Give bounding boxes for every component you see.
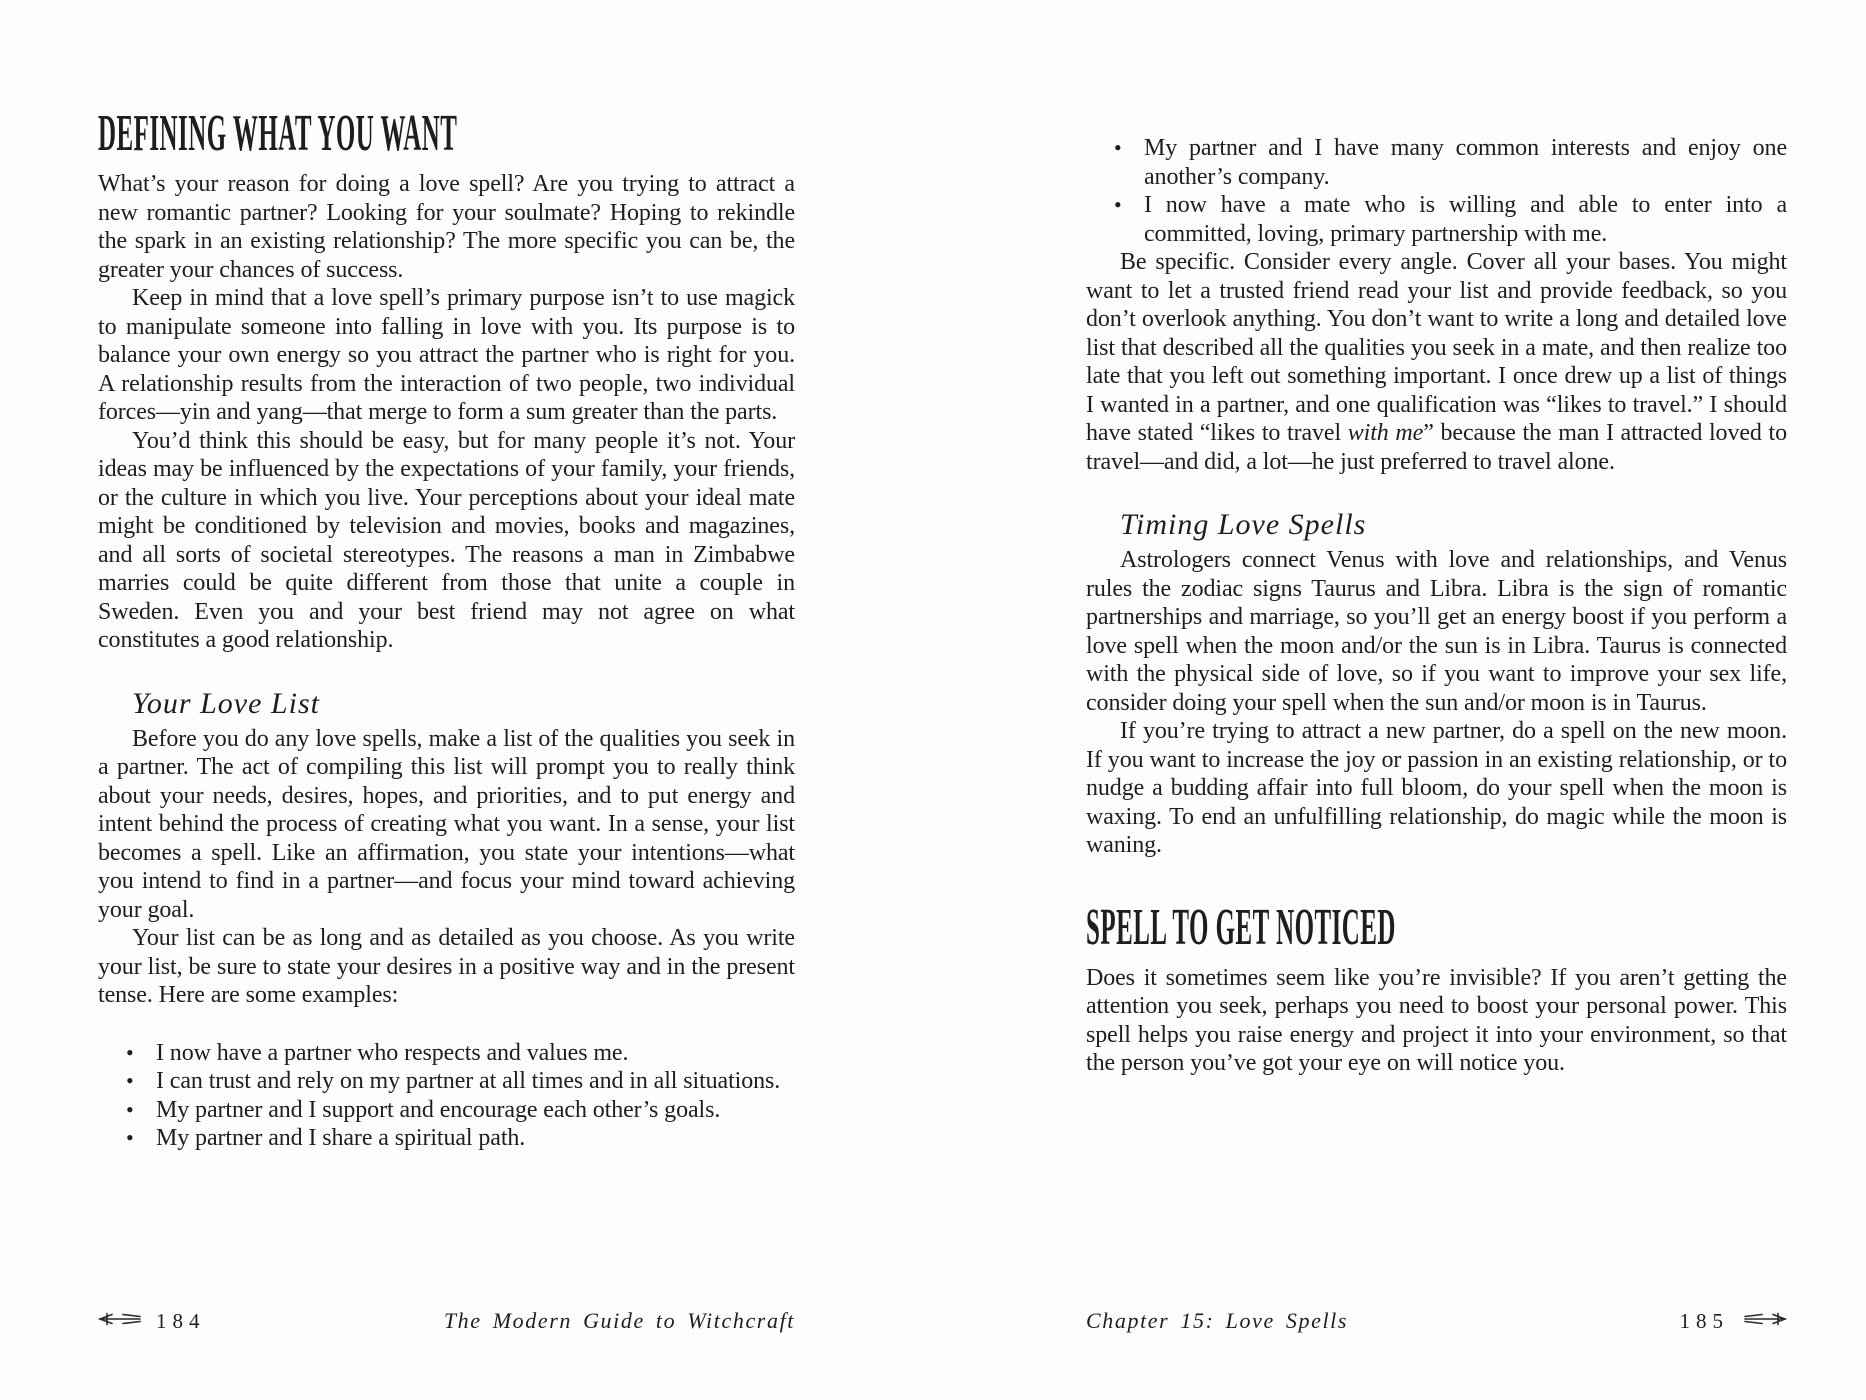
bullet-icon: •: [126, 1068, 134, 1093]
paragraph-segment-italic: with me: [1347, 420, 1424, 446]
bullet-icon: •: [126, 1096, 134, 1122]
love-list-examples: [98, 1039, 795, 1153]
list-item: [98, 1124, 795, 1153]
page-number: 184: [156, 1308, 206, 1333]
list-item-text: My partner and I support and encourage each other’s goals.: [156, 1096, 721, 1123]
section-heading-defining-what-you-want: DEFINING WHAT YOU WANT: [98, 105, 458, 162]
list-item-text: My partner and I share a spiritual path.: [156, 1125, 526, 1151]
bullet-icon: •: [126, 1039, 134, 1065]
right-page-text-column: [1086, 0, 1787, 1078]
list-item-text: I can trust and rely on my partner at all times and in all situations.: [156, 1068, 781, 1094]
left-page-footer: [98, 1308, 795, 1334]
paragraph: Does it sometimes seem like you’re invisible? If you aren’t getting the attention you seek, perhaps you need to boost your personal power. This spell helps you raise energy and project it into your environment, so that the person you’ve got your eye on will notice you.: [1086, 964, 1787, 1076]
love-list-examples-continued: [1086, 134, 1787, 248]
bullet-icon: •: [1114, 135, 1122, 160]
list-item: [1086, 134, 1787, 191]
paragraph: Keep in mind that a love spell’s primary purpose isn’t to use magick to manipulate someone into falling in love with you. Its purpose is to balance your own energy so you attract the partner who is right for you. A relationship results from the interaction of two people, two individual forces—yin and yang—that merge to form a sum greater than the parts.: [98, 285, 795, 425]
list-item-text: My partner and I have many common interests and enjoy one another’s company.: [1144, 135, 1787, 190]
paragraph: Before you do any love spells, make a list of the qualities you seek in a partner. The act of compiling this list will prompt you to really think about your needs, desires, hopes, and priorities, and to put energy and intent behind the process of creating what you want. In a sense, your list becomes a spell. Like an affirmation, you state your intentions—what you intend to find in a partner—and focus your mind toward achieving your goal.: [98, 725, 795, 923]
section-heading-wrap: [1086, 898, 1787, 956]
list-item: [1086, 191, 1787, 248]
list-item-text: I now have a mate who is willing and able to enter into a committed, loving, primary partnership with me.: [1144, 192, 1787, 247]
paragraph-segment: ” because the man I attracted loved to travel—and did, a lot—he just preferred to travel alone.: [1086, 420, 1787, 475]
subsection-heading-your-love-list: Your Love List: [132, 686, 320, 720]
paragraph: [1086, 248, 1787, 476]
paragraph: Your list can be as long and as detailed as you choose. As you write your list, be sure to state your desires in a positive way and in the present tense. Here are some examples:: [98, 925, 795, 1008]
list-item: [98, 1096, 795, 1125]
left-page-text-column: [98, 0, 795, 1153]
footer-arrow-left-icon: [98, 1308, 142, 1334]
bullet-icon: •: [126, 1125, 134, 1150]
bullet-icon: •: [1114, 192, 1122, 217]
chapter-title: Chapter 15: Love Spells: [1086, 1308, 1349, 1333]
right-folio-group: [1680, 1308, 1788, 1334]
paragraph-segment: Be specific. Consider every angle. Cover all your bases. You might want to let a trusted friend read your list and provide feedback, so you don’t overlook anything. You don’t want to write a long and detailed love list that described all the qualities you seek in a mate, and then realize too late that you left out something important. I once drew up a list of things I wanted in a partner, and one qualification was “likes to travel.” I should have stated “likes to travel: [1086, 249, 1787, 446]
paragraph: Astrologers connect Venus with love and relationships, and Venus rules the zodiac signs Taurus and Libra. Libra is the sign of romantic partnerships and marriage, so you’ll get an energy boost if you perform a love spell when the moon and/or the sun is in Libra. Taurus is connected with the physical side of love, so if you want to improve your sex life, consider doing your spell when the sun and/or moon is in Taurus.: [1086, 547, 1787, 716]
subsection-heading-timing-love-spells: Timing Love Spells: [1120, 508, 1367, 541]
list-item: [98, 1039, 795, 1068]
left-folio-group: [98, 1308, 206, 1334]
paragraph: You’d think this should be easy, but for many people it’s not. Your ideas may be influenced by the expectations of your family, your friends, or the culture in which you live. Your perceptions about your ideal mate might be conditioned by television and movies, books and magazines, and all sorts of societal stereotypes. The reasons a man in Zimbabwe marries could be quite different from those that unite a couple in Sweden. Even you and your best friend may not agree on what constitutes a good relationship.: [98, 427, 795, 653]
list-item: [98, 1067, 795, 1096]
paragraph: What’s your reason for doing a love spell? Are you trying to attract a new romantic partner? Looking for your soulmate? Hoping to rekindle the spark in an existing relationship? The more specific you can be, the greater your chances of success.: [98, 171, 795, 283]
page-number: 185: [1679, 1308, 1729, 1333]
section-heading-spell-to-get-noticed: SPELL TO GET NOTICED: [1086, 898, 1396, 956]
footer-arrow-right-icon: [1743, 1308, 1787, 1334]
list-item-text: I now have a partner who respects and values me.: [156, 1039, 629, 1066]
right-page-footer: [1086, 1308, 1787, 1334]
paragraph: If you’re trying to attract a new partner, do a spell on the new moon. If you want to increase the joy or passion in an existing relationship, or to nudge a budding affair into full bloom, do your spell when the moon is waxing. To end an unfulfilling relationship, do magic while the moon is waning.: [1086, 718, 1787, 858]
book-title: The Modern Guide to Witchcraft: [443, 1308, 795, 1333]
section-heading-wrap: [98, 105, 795, 162]
